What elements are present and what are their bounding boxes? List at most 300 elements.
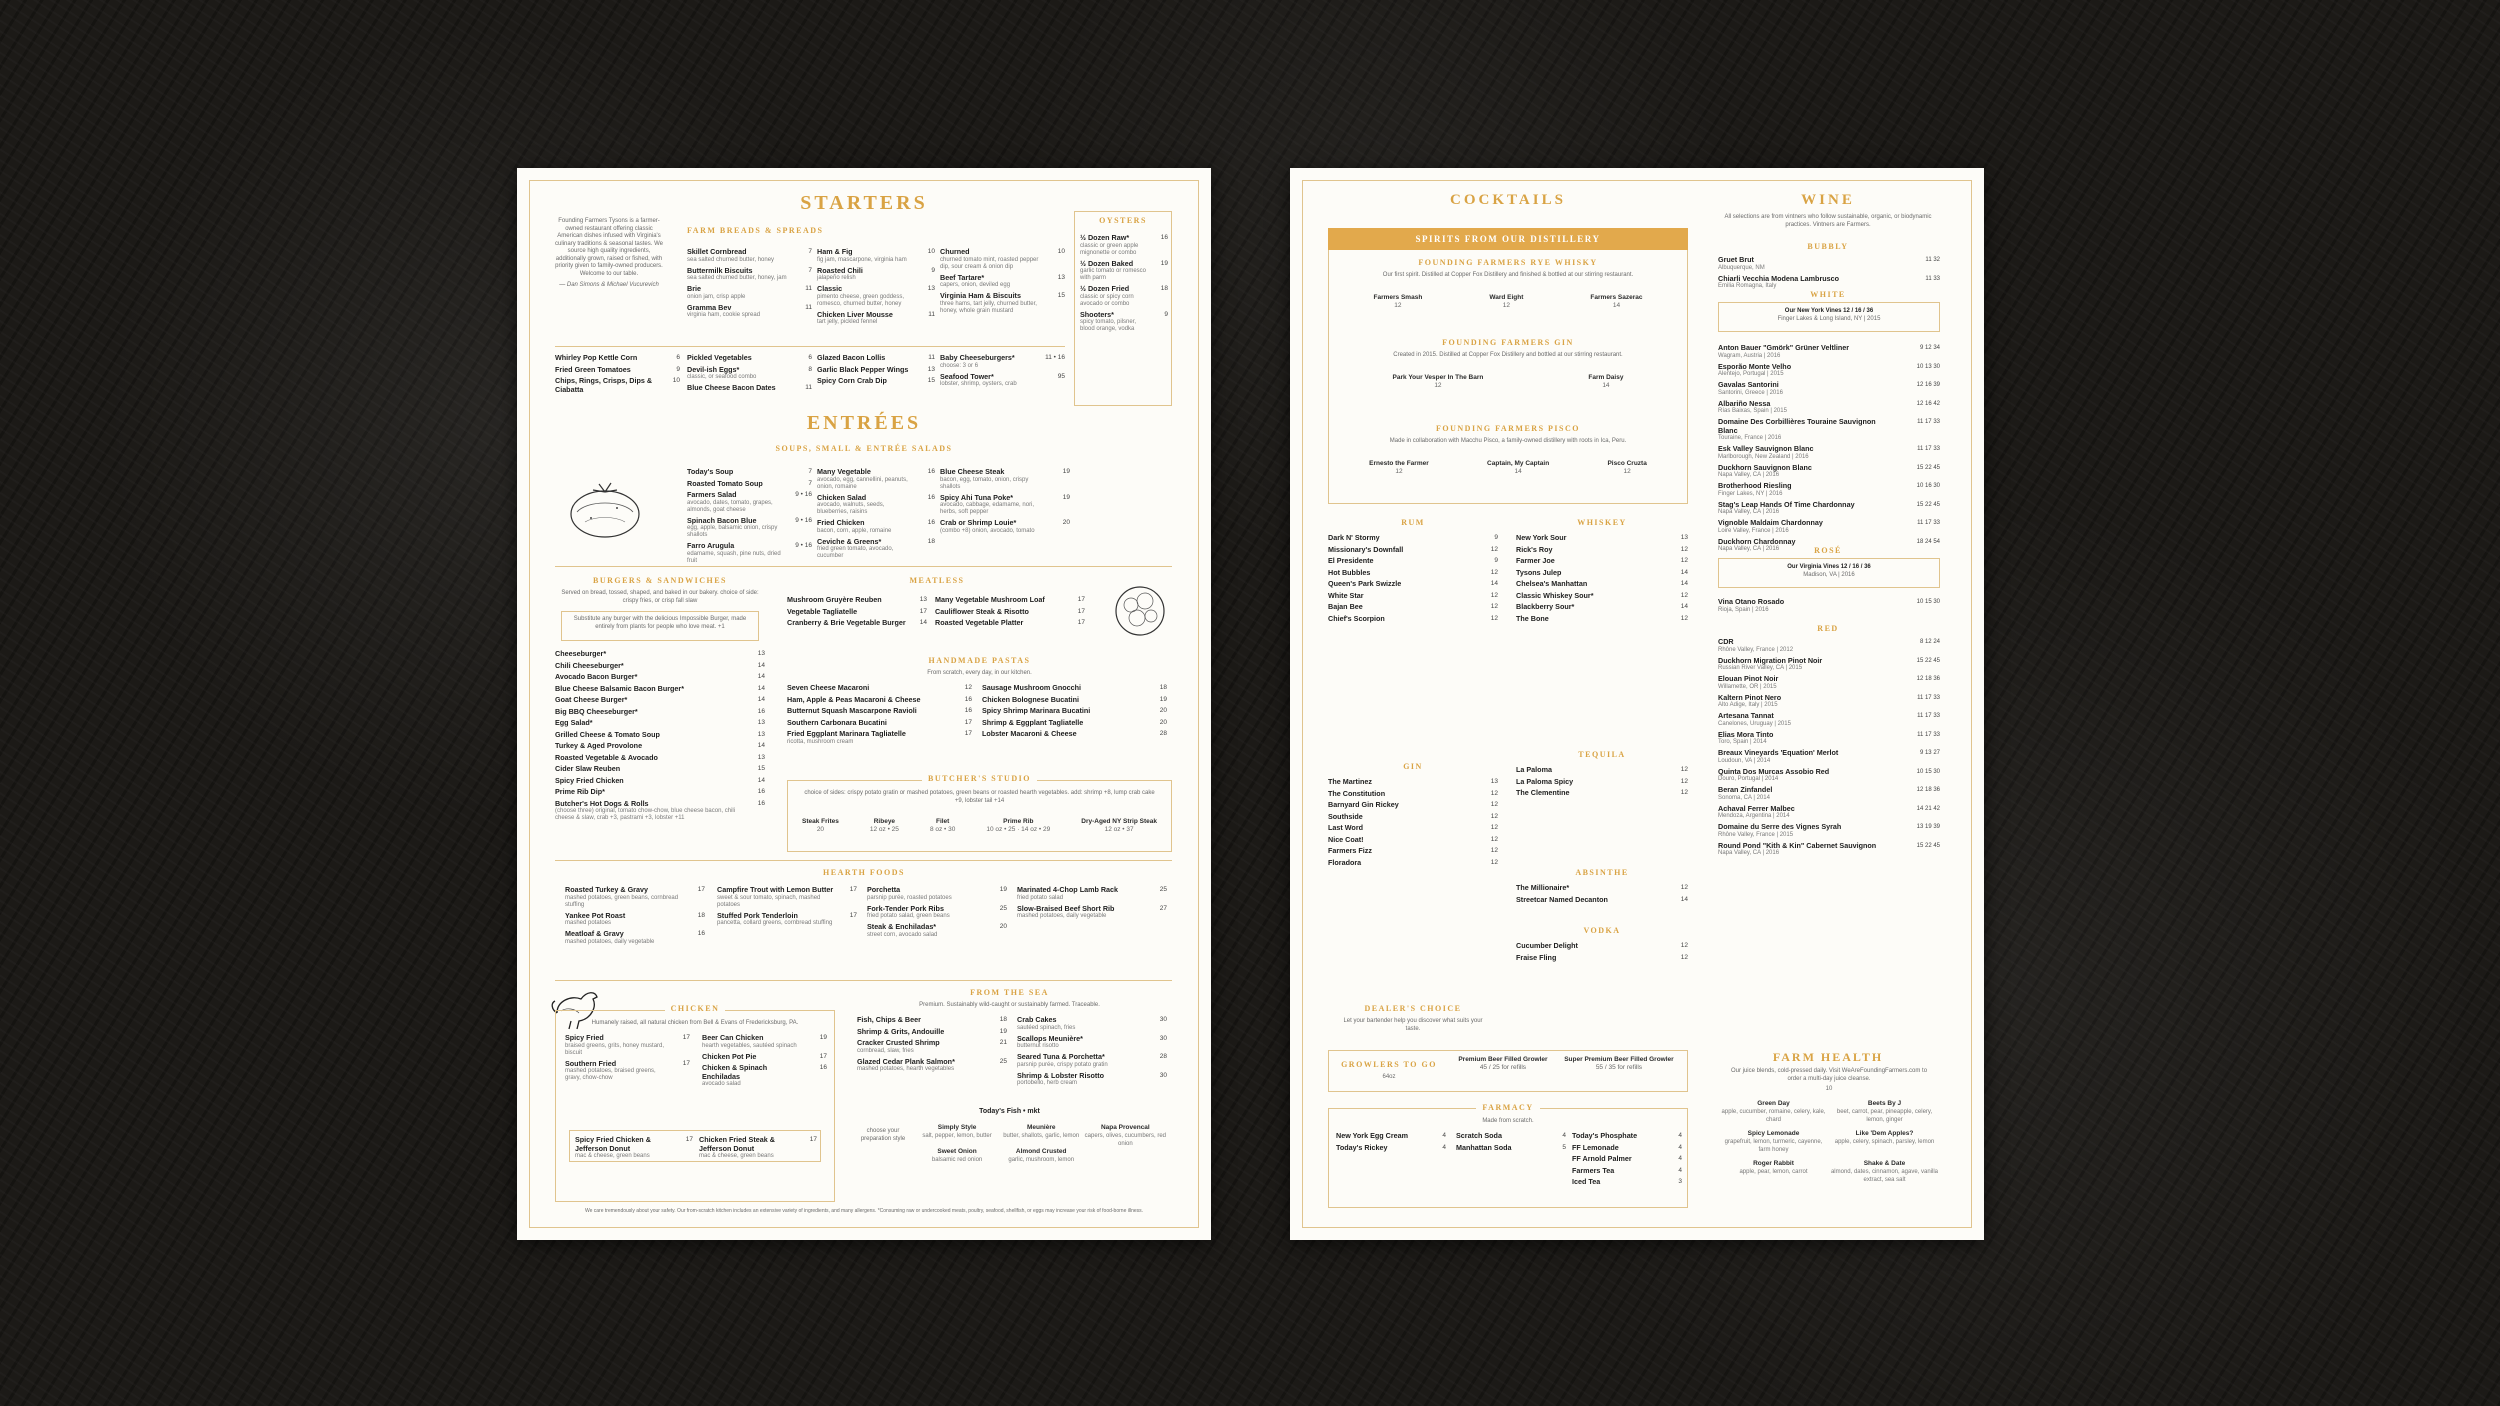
item-name: Chicken Fried Steak & Jefferson Donut xyxy=(699,1135,775,1153)
menu-item xyxy=(1516,778,1688,787)
menu-item xyxy=(1718,598,1940,614)
item-price: 18 xyxy=(1160,285,1168,292)
item-price: 17 xyxy=(1077,607,1085,615)
menu-item xyxy=(555,685,765,694)
growlers-title: GROWLERS TO GO xyxy=(1341,1060,1437,1069)
item-price: 17 xyxy=(697,886,705,893)
item-name: ½ Dozen Raw* xyxy=(1080,233,1130,242)
item-name: Campfire Trout with Lemon Butter xyxy=(717,885,834,894)
item-description: edamame, squash, pine nuts, dried fruit xyxy=(687,550,781,564)
menu-item xyxy=(555,377,680,394)
item-name: La Paloma xyxy=(1516,765,1552,774)
menu-item xyxy=(687,366,812,382)
item-price: 14 xyxy=(757,742,765,749)
item-price: 8 oz • 30 xyxy=(929,826,956,833)
item-name: Chelsea's Manhattan xyxy=(1516,579,1588,588)
item-price: 30 xyxy=(1159,1016,1167,1023)
item-price: 12 xyxy=(1395,468,1403,475)
item-description: Alentejo, Portugal | 2015 xyxy=(1718,371,1784,377)
menu-item xyxy=(717,886,857,909)
item-price: 17 xyxy=(849,911,857,919)
item-name: Cauliflower Steak & Risotto xyxy=(935,606,1029,616)
item-name: Scratch Soda xyxy=(1456,1131,1502,1140)
menu-item xyxy=(940,494,1070,517)
item-name: Ward Eight xyxy=(1489,294,1524,301)
intro-text: Founding Farmers Tysons is a farmer-owned restaurant offering classic American dishes infused with Virginia's culinary traditions & seasonal tastes. We source high quality ingredients, additionally grown, raised or fished, with priority given to family-owned producers. Welcome to our table. — Dan Simons & Michael Vucurevich xyxy=(555,218,663,288)
item-price: 12 xyxy=(1502,302,1510,309)
item-name: Farmers Smash xyxy=(1373,294,1423,301)
item-name: FF Lemonade xyxy=(1572,1142,1619,1152)
item-price: 11 17 33 xyxy=(1917,694,1940,701)
item-name: Cracker Crusted Shrimp xyxy=(857,1038,940,1047)
item-price: 13 xyxy=(757,753,765,761)
wine-note: All selections are from vintners who follow sustainable, organic, or biodynamic practices. Vintners are Farmers. xyxy=(1724,214,1932,228)
item-name: Vignoble Maldaim Chardonnay xyxy=(1718,518,1823,527)
item-price: 15 22 45 xyxy=(1916,501,1940,508)
menu-item xyxy=(817,311,935,327)
menu-item xyxy=(1718,786,1940,802)
menu-item xyxy=(555,354,680,363)
item-price: 10 15 30 xyxy=(1916,599,1940,605)
white-list xyxy=(1718,344,1940,556)
menu-item xyxy=(1718,749,1940,765)
item-name: Cranberry & Brie Vegetable Burger xyxy=(787,618,906,627)
breads-column-1 xyxy=(687,248,812,322)
item-price: 16 xyxy=(964,707,972,714)
item-name: The Martinez xyxy=(1328,777,1372,786)
item-description: Rioja, Spain | 2016 xyxy=(1718,606,1769,613)
item-price: 12 xyxy=(1490,789,1498,797)
menu-item xyxy=(1369,460,1429,476)
menu-item xyxy=(687,468,812,477)
item-description: spicy tomato, pilsner, blood orange, vodka xyxy=(1080,319,1137,332)
item-description: mashed potatoes, hearth vegetables xyxy=(857,1066,955,1072)
menu-item xyxy=(1516,592,1688,601)
item-description: mashed potatoes, braised greens, gravy, chow-chow xyxy=(565,1068,656,1081)
item-name: Elias Mora Tinto xyxy=(1718,729,1774,739)
item-description: Russian River Valley, CA | 2015 xyxy=(1718,665,1803,671)
item-name: Ernesto the Farmer xyxy=(1369,460,1429,467)
item-name: Today's Soup xyxy=(687,467,734,476)
item-name: Vina Otano Rosado xyxy=(1718,597,1785,606)
menu-item xyxy=(915,1148,999,1164)
menu-item xyxy=(687,542,812,565)
item-description: classic, or seafood combo xyxy=(687,374,757,380)
drink-menu-page xyxy=(1290,168,1984,1240)
item-price: 12 xyxy=(1680,789,1688,796)
item-name: Southern Fried xyxy=(565,1058,617,1068)
oysters-list xyxy=(1080,234,1168,336)
item-price: 12 xyxy=(1434,382,1442,389)
item-name: Slow-Braised Beef Short Rib xyxy=(1017,903,1115,913)
item-name: Mushroom Gruyère Reuben xyxy=(787,595,882,604)
featured-name: Our New York Vines 12 / 16 / 36 xyxy=(1784,308,1874,314)
item-description: ricotta, mushroom cream xyxy=(787,738,854,745)
item-description: classic or green apple mignonette or combo xyxy=(1080,242,1139,256)
whiskey-title: WHISKEY xyxy=(1577,518,1627,527)
item-name: Duckhorn Chardonnay xyxy=(1718,536,1796,546)
item-price: 18 xyxy=(1159,684,1167,691)
menu-item xyxy=(817,285,935,308)
item-name: Cucumber Delight xyxy=(1516,941,1578,950)
item-name: Esk Valley Sauvignon Blanc xyxy=(1718,444,1814,453)
item-name: Whirley Pop Kettle Corn xyxy=(555,353,638,362)
item-description: street corn, avocado salad xyxy=(867,931,938,938)
item-name: Beets By J xyxy=(1867,1100,1902,1107)
item-name: Domaine du Serre des Vignes Syrah xyxy=(1718,822,1842,831)
menu-item xyxy=(1718,363,1940,379)
item-name: Crab Cakes xyxy=(1017,1015,1057,1024)
item-price: 7 xyxy=(808,479,812,487)
item-price: 12 oz • 37 xyxy=(1104,826,1134,833)
item-name: Today's Phosphate xyxy=(1572,1131,1638,1140)
featured-origin: Finger Lakes & Long Island, NY | 2015 xyxy=(1777,315,1881,322)
item-price: 12 xyxy=(1490,591,1498,599)
breads-column-2 xyxy=(817,248,935,329)
item-price: 13 xyxy=(1680,534,1688,541)
item-name: Filet xyxy=(935,818,950,825)
menu-item xyxy=(940,519,1070,535)
growlers-size: 64oz xyxy=(1382,1074,1396,1080)
farm-health-price: 10 xyxy=(1825,1086,1833,1092)
item-name: Duckhorn Sauvignon Blanc xyxy=(1718,462,1812,472)
farmacy-note: Made from scratch. xyxy=(1482,1118,1534,1124)
menu-item xyxy=(687,354,812,363)
item-name: Breaux Vineyards 'Equation' Merlot xyxy=(1718,748,1839,757)
menu-item xyxy=(982,730,1167,739)
item-name: Brotherhood Riesling xyxy=(1718,481,1792,490)
item-price: 16 xyxy=(757,788,765,795)
soups-column-3 xyxy=(940,468,1070,538)
item-price: 18 xyxy=(927,537,935,545)
item-name: Roasted Chili xyxy=(817,265,863,275)
menu-item xyxy=(1516,534,1688,543)
menu-item xyxy=(982,707,1167,716)
item-description: mashed potatoes, daily vegetable xyxy=(565,938,655,945)
item-price: 11 xyxy=(805,303,812,311)
menu-item xyxy=(1718,445,1940,461)
item-name: Streetcar Named Decanton xyxy=(1516,894,1608,904)
item-price: 12 xyxy=(1490,801,1498,808)
vodka-title: VODKA xyxy=(1583,926,1621,935)
item-description: avocado, walnuts, seeds, blueberries, raisins xyxy=(817,502,885,515)
item-name: Bajan Bee xyxy=(1328,602,1363,611)
item-price: 20 xyxy=(1159,707,1167,714)
item-description: salt, pepper, lemon, butter xyxy=(922,1133,992,1139)
item-description: hearth vegetables, sautéed spinach xyxy=(702,1042,797,1049)
item-price: 4 xyxy=(1678,1143,1682,1151)
item-price: 11 xyxy=(805,384,812,391)
item-description: Rhône Valley, France | 2015 xyxy=(1718,831,1794,838)
burger-intro: Served on bread, tossed, shaped, and baked in our bakery. choice of side: crispy fries, or crisp fall slaw xyxy=(561,590,759,604)
item-price: 11 32 xyxy=(1925,257,1940,263)
fish-choose-note: choose your preparation style xyxy=(860,1128,906,1142)
item-price: 11 • 16 xyxy=(1045,354,1065,361)
menu-item xyxy=(1516,580,1688,589)
menu-item xyxy=(565,1034,690,1057)
item-description: Alto Adige, Italy | 2015 xyxy=(1718,702,1778,708)
item-name: Queen's Park Swizzle xyxy=(1328,579,1402,588)
item-name: Barnyard Gin Rickey xyxy=(1328,800,1399,809)
item-description: (choose three) original, tomato chow-chow, blue cheese bacon, chili cheese & slaw, crab +3, pastrami +3, lobster +11 xyxy=(555,808,736,821)
menu-item xyxy=(1516,954,1688,963)
item-description: Finger Lakes, NY | 2016 xyxy=(1718,490,1783,497)
item-name: El Presidente xyxy=(1328,556,1374,565)
item-name: Chicken & Spinach Enchiladas xyxy=(702,1063,768,1081)
item-price: 10 xyxy=(672,377,680,384)
item-price: 4 xyxy=(1442,1143,1446,1151)
item-price: 12 18 36 xyxy=(1916,676,1940,682)
item-name: Classic xyxy=(817,284,843,293)
menu-item xyxy=(982,719,1167,728)
menu-item xyxy=(1374,294,1423,310)
item-description: Napa Valley, CA | 2016 xyxy=(1718,546,1780,552)
rum-title: RUM xyxy=(1401,518,1425,527)
item-price: 17 xyxy=(809,1136,817,1143)
menu-item xyxy=(555,742,765,751)
item-name: Glazed Cedar Plank Salmon* xyxy=(857,1056,955,1066)
item-name: Pisco Cruzta xyxy=(1607,460,1647,467)
item-description: mashed potatoes, green beans, cornbread stuffing xyxy=(565,894,679,908)
menu-item xyxy=(1080,260,1168,283)
item-name: Captain, My Captain xyxy=(1487,460,1550,467)
item-name: Garlic Black Pepper Wings xyxy=(817,364,909,374)
item-price: 55 / 35 for refills xyxy=(1595,1064,1643,1071)
item-name: Ham & Fig xyxy=(817,247,853,256)
bubbly-list xyxy=(1718,256,1940,293)
menu-item xyxy=(1516,884,1688,893)
item-description: Touraine, France | 2016 xyxy=(1718,435,1782,441)
item-price: 16 xyxy=(757,799,765,807)
item-description: capers, olives, cucumbers, red onion xyxy=(1084,1133,1167,1147)
menu-item xyxy=(1516,546,1688,555)
item-price: 17 xyxy=(1077,596,1085,603)
item-description: Napa Valley, CA | 2016 xyxy=(1718,472,1780,478)
menu-item xyxy=(1328,801,1498,810)
menu-item xyxy=(1080,285,1168,308)
menu-item xyxy=(1328,778,1498,787)
item-price: 25 xyxy=(999,904,1007,912)
item-price: 25 xyxy=(1159,886,1167,893)
sea-note: Premium. Sustainably wild-caught or sustainably farmed. Traceable. xyxy=(919,1002,1100,1008)
menu-item xyxy=(1718,712,1940,728)
item-price: 12 xyxy=(1680,942,1688,949)
item-name: Meatloaf & Gravy xyxy=(565,929,624,938)
item-price: 16 xyxy=(757,707,765,715)
menu-item xyxy=(940,248,1065,271)
item-price: 12 oz • 25 xyxy=(869,826,899,833)
item-price: 12 xyxy=(1623,468,1631,475)
item-name: Spicy Corn Crab Dip xyxy=(817,376,887,385)
item-price: 20 xyxy=(1159,718,1167,726)
item-name: Elouan Pinot Noir xyxy=(1718,674,1779,683)
menu-item xyxy=(565,886,705,909)
item-description: avocado, cabbage, edamame, nori, herbs, soft pepper xyxy=(940,502,1035,515)
starters-column-3 xyxy=(817,354,935,389)
item-description: fig jam, mascarpone, virginia ham xyxy=(817,256,907,263)
item-price: 16 xyxy=(1160,234,1168,241)
menu-item xyxy=(1516,789,1688,798)
item-price: 12 xyxy=(1394,302,1402,309)
item-price: 12 xyxy=(1680,557,1688,564)
menu-item xyxy=(699,1136,817,1160)
item-name: Egg Salad* xyxy=(555,718,593,727)
item-name: Quinta Dos Murcas Assobio Red xyxy=(1718,766,1830,776)
rye-note: Our first spirit. Distilled at Copper Fox Distillery and finished & bottled at our stirring restaurant. xyxy=(1382,272,1634,278)
item-name: Cheeseburger* xyxy=(555,649,607,658)
item-price: 17 xyxy=(964,730,972,737)
item-name: Southside xyxy=(1328,811,1363,821)
item-description: jalapeño relish xyxy=(817,275,856,281)
menu-item xyxy=(867,886,1007,902)
menu-item xyxy=(867,923,1007,939)
item-price: 4 xyxy=(1442,1132,1446,1139)
item-name: Tysons Julep xyxy=(1516,567,1562,577)
item-name: Shake & Date xyxy=(1863,1160,1906,1167)
menu-item xyxy=(787,596,927,605)
menu-item xyxy=(1080,311,1168,334)
menu-item xyxy=(1328,813,1498,822)
menu-item xyxy=(565,930,705,946)
item-name: Gavalas Santorini xyxy=(1718,380,1779,389)
rose-list xyxy=(1718,598,1940,617)
menu-item xyxy=(687,517,812,540)
item-name: Shooters* xyxy=(1080,309,1114,319)
item-description: Douro, Portugal | 2014 xyxy=(1718,776,1779,782)
menu-item xyxy=(687,491,812,514)
gin-note: Created in 2015. Distilled at Copper Fox Distillery and bottled at our stirring restaurant. xyxy=(1393,352,1623,358)
menu-item xyxy=(1718,1130,1829,1154)
item-description: Napa Valley, CA | 2016 xyxy=(1718,509,1780,515)
item-name: Dark N' Stormy xyxy=(1328,533,1380,542)
from-the-sea-title: FROM THE SEA xyxy=(970,988,1049,997)
menu-item xyxy=(1564,1056,1673,1072)
menu-item xyxy=(1590,294,1642,310)
tequila-title: TEQUILA xyxy=(1578,750,1626,759)
item-price: 12 xyxy=(1490,835,1498,843)
item-price: 9 12 34 xyxy=(1919,345,1940,351)
menu-item xyxy=(555,788,765,797)
menu-item xyxy=(802,818,839,834)
item-price: 17 xyxy=(682,1059,690,1067)
item-description: garlic, mushroom, lemon xyxy=(1008,1157,1075,1163)
item-name: Farm Daisy xyxy=(1588,374,1624,381)
item-description: garlic tomato or romesco with parm xyxy=(1080,268,1147,281)
item-description: sea salted churned butter, honey, jam xyxy=(687,275,787,281)
item-price: 12 xyxy=(1490,824,1498,831)
burgers-title: BURGERS & SANDWICHES xyxy=(592,576,728,585)
item-name: Devil-ish Eggs* xyxy=(687,364,740,374)
item-name: Prime Rib Dip* xyxy=(555,787,605,796)
hearth-column-1 xyxy=(565,886,705,949)
item-name: Many Vegetable xyxy=(817,467,871,476)
item-name: Blue Cheese Bacon Dates xyxy=(687,383,776,392)
item-name: Butternut Squash Mascarpone Ravioli xyxy=(787,706,917,715)
item-name: The Clementine xyxy=(1516,788,1570,797)
item-name: Shrimp & Grits, Andouille xyxy=(857,1026,945,1036)
item-price: 14 xyxy=(1602,382,1610,389)
menu-item xyxy=(787,707,972,716)
item-name: New York Egg Cream xyxy=(1336,1131,1409,1140)
item-name: Nice Coat! xyxy=(1328,834,1364,844)
item-name: Glazed Bacon Lollis xyxy=(817,353,886,362)
item-name: White Star xyxy=(1328,590,1364,600)
menu-item xyxy=(555,765,765,774)
item-price: 11 17 33 xyxy=(1917,520,1940,526)
menu-item xyxy=(555,696,765,705)
item-price: 10 16 30 xyxy=(1916,483,1940,489)
item-name: Gramma Bev xyxy=(687,302,732,312)
oysters-title: OYSTERS xyxy=(1099,216,1147,225)
item-price: 95 xyxy=(1057,372,1065,380)
impossible-burger-note: Substitute any burger with the delicious Impossible Burger, made entirely from plants for people who love meat. +1 xyxy=(573,616,747,630)
item-price: 14 xyxy=(1680,580,1688,587)
butcher-note: choice of sides: crispy potato gratin or mashed potatoes, green beans or roasted hearth vegetables. add: shrimp +8, lump crab cake +9, lobster tail +14 xyxy=(804,790,1155,804)
menu-item xyxy=(1718,823,1940,839)
rye-title: FOUNDING FARMERS RYE WHISKY xyxy=(1418,258,1598,267)
item-description: avocado, dates, tomato, grapes, almonds, goat cheese xyxy=(687,499,773,513)
menu-item xyxy=(687,285,812,301)
item-price: 19 xyxy=(1160,259,1168,267)
item-description: apple, cucumber, romaine, celery, kale, chard xyxy=(1721,1109,1826,1123)
menu-item xyxy=(555,708,765,717)
farmacy-column-2 xyxy=(1456,1132,1566,1155)
item-price: 15 xyxy=(757,765,765,772)
featured-origin: Madison, VA | 2016 xyxy=(1803,571,1855,578)
menu-item xyxy=(1328,603,1498,612)
item-name: Domaine Des Corbillières Touraine Sauvignon Blanc xyxy=(1718,417,1876,435)
menu-item xyxy=(555,719,765,728)
item-description: avocado, egg, cannellini, peanuts, onion, romaine xyxy=(817,476,908,490)
menu-item xyxy=(1572,1155,1682,1164)
item-name: Virginia Ham & Biscuits xyxy=(940,291,1021,300)
item-description: lobster, shrimp, oysters, crab xyxy=(940,381,1017,387)
item-price: 17 xyxy=(685,1136,693,1143)
item-name: Spicy Fried xyxy=(565,1033,604,1042)
item-price: 13 19 39 xyxy=(1916,824,1940,830)
item-name: Chief's Scorpion xyxy=(1328,613,1385,623)
item-price: 27 xyxy=(1159,904,1167,912)
item-price: 28 xyxy=(1159,730,1167,737)
item-price: 12 16 39 xyxy=(1916,382,1940,388)
item-description: pimento cheese, green goddess, romesco, churned butter, honey xyxy=(817,293,905,307)
item-price: 13 xyxy=(757,719,765,726)
item-price: 18 xyxy=(697,911,705,919)
item-description: mac & cheese, green beans xyxy=(699,1153,774,1159)
fish-styles xyxy=(915,1124,1170,1164)
item-description: choose: 3 or 6 xyxy=(940,362,979,369)
menu-item xyxy=(1829,1100,1940,1124)
menu-item xyxy=(1718,638,1940,654)
item-price: 12 xyxy=(1490,614,1498,622)
item-name: Farmers Fizz xyxy=(1328,846,1372,855)
item-price: 12 xyxy=(1490,568,1498,576)
menu-item xyxy=(1718,400,1940,416)
menu-item xyxy=(1718,675,1940,691)
item-name: Manhattan Soda xyxy=(1456,1142,1512,1152)
featured-name: Our Virginia Vines 12 / 16 / 36 xyxy=(1787,564,1871,570)
item-name: Stuffed Pork Tenderloin xyxy=(717,910,798,920)
item-price: 16 xyxy=(964,695,972,703)
chicken-note: Humanely raised, all natural chicken from Bell & Evans of Fredericksburg, PA. xyxy=(591,1020,799,1026)
item-name: Dry-Aged NY Strip Steak xyxy=(1081,818,1157,825)
item-name: Seven Cheese Macaroni xyxy=(787,683,870,692)
menu-item xyxy=(1080,234,1168,257)
menu-item xyxy=(555,366,680,375)
vodka-list xyxy=(1516,942,1688,965)
menu-item xyxy=(867,905,1007,921)
item-name: Beer Can Chicken xyxy=(702,1033,764,1042)
